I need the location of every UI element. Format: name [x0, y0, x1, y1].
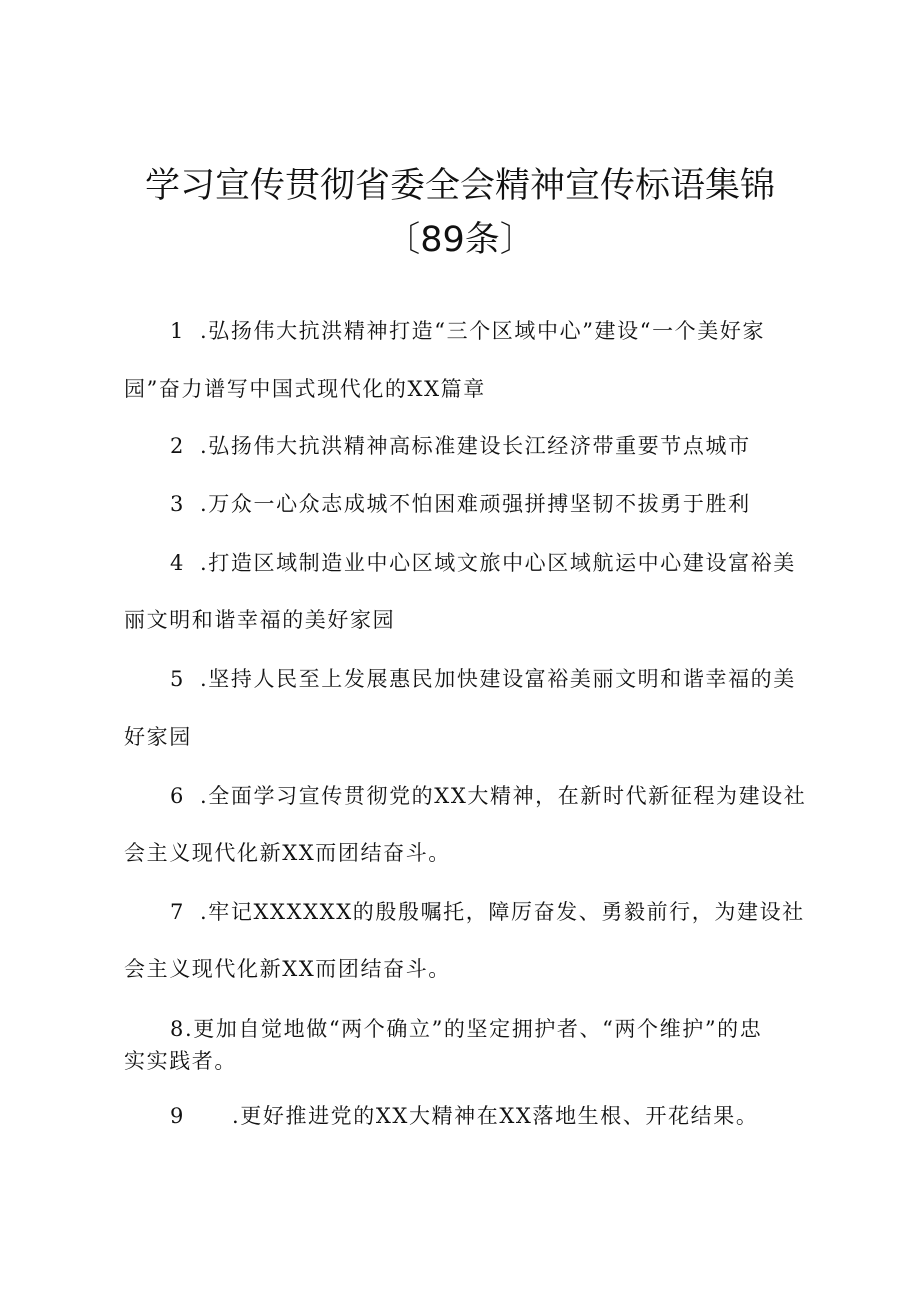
slogan-5-line-1: [170, 664, 860, 694]
slogan-text: .坚持人民至上发展惠民加快建设富裕美丽文明和谐幸福的美: [200, 667, 796, 691]
slogan-number: 8: [170, 1017, 185, 1041]
slogan-number: 3: [170, 492, 185, 516]
slogan-text: .打造区域制造业中心区域文旅中心区域航运中心建设富裕美: [200, 551, 796, 575]
slogan-1-line-1: [170, 316, 860, 346]
slogan-number: 1: [170, 319, 185, 343]
slogan-2-line-1: [170, 431, 860, 461]
slogan-text: .弘扬伟大抗洪精神打造“三个区域中心”建设“一个美好家: [200, 319, 766, 343]
slogan-text: .全面学习宣传贯彻党的XX大精神，在新时代新征程为建设社: [200, 784, 807, 808]
slogan-8-line-2: 实实践者。: [124, 1049, 237, 1073]
slogan-1-line-2: 园”奋力谱写中国式现代化的XX篇章: [124, 377, 486, 401]
slogan-3-line-1: [170, 489, 860, 519]
slogan-5-line-2: 好家园: [124, 725, 192, 749]
slogan-text: .牢记XXXXXX的殷殷嘱托，障厉奋发、勇毅前行，为建设社: [200, 900, 805, 924]
slogan-number: 6: [170, 784, 185, 808]
slogan-4-line-1: [170, 548, 860, 578]
slogan-number: 2: [170, 434, 185, 458]
slogan-4-line-2: 丽文明和谐幸福的美好家园: [124, 608, 396, 632]
slogan-6-line-1: [170, 781, 860, 811]
slogan-number: 4: [170, 551, 185, 575]
slogan-8-line-1: [170, 1014, 860, 1044]
slogan-7-line-1: [170, 897, 860, 927]
document-title: 学习宣传贯彻省委全会精神宣传标语集锦: [144, 166, 775, 206]
slogan-text: .万众一心众志成城不怕困难顽强拼搏坚韧不拔勇于胜利: [200, 492, 751, 516]
slogan-number: 7: [170, 900, 185, 924]
slogan-text: .弘扬伟大抗洪精神高标准建设长江经济带重要节点城市: [200, 434, 751, 458]
slogan-9-line-1: [170, 1101, 860, 1131]
slogan-text: .更好推进党的XX大精神在XX落地生根、开花结果。: [232, 1104, 759, 1128]
slogan-6-line-2: 会主义现代化新XX而团结奋斗。: [124, 841, 451, 865]
slogan-number: 9: [170, 1104, 185, 1128]
slogan-7-line-2: 会主义现代化新XX而团结奋斗。: [124, 957, 451, 981]
slogan-number: 5: [170, 667, 185, 691]
document-subtitle-count: 〔89条〕: [385, 220, 535, 260]
slogan-text: .更加自觉地做“两个确立”的坚定拥护者、“两个维护”的忠: [184, 1017, 763, 1041]
